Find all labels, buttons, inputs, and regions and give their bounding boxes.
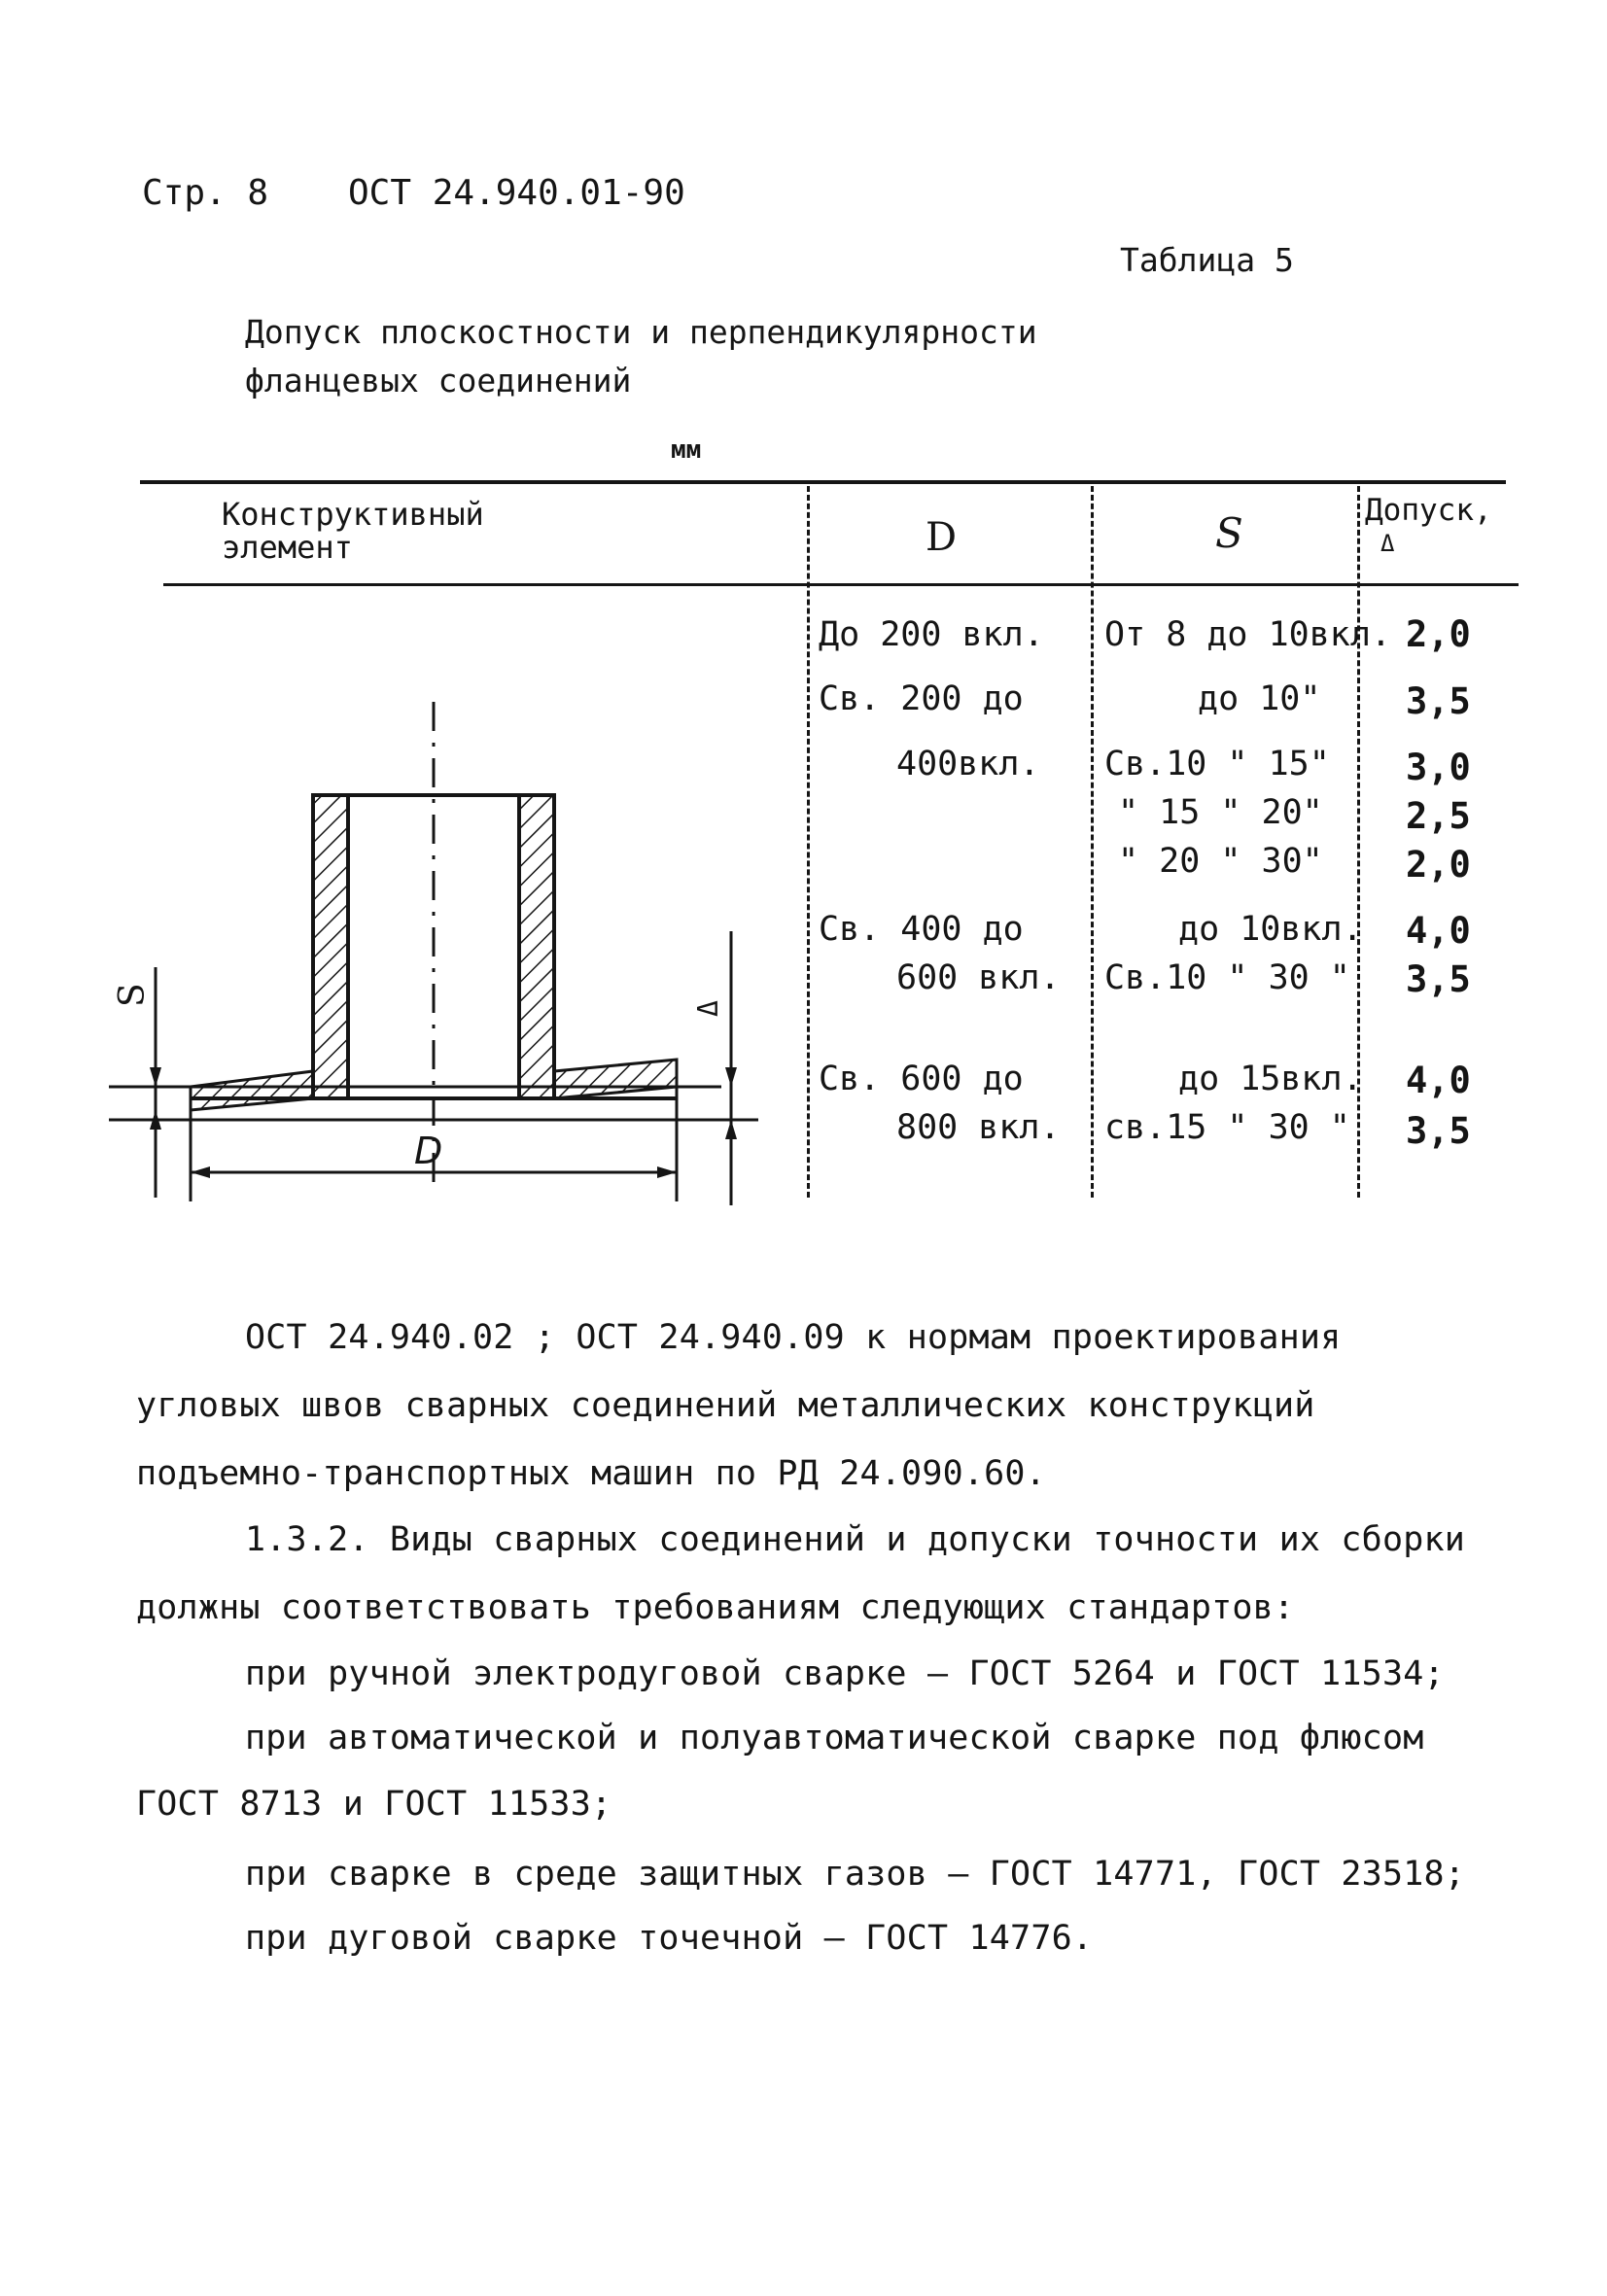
body-line-3: подъемно-транспортных машин по РД 24.090.60. — [136, 1454, 1046, 1493]
unit-label: мм — [671, 435, 702, 465]
table-title-line-1: Допуск плоскостности и перпендикулярности — [245, 313, 1037, 351]
body-line-10: при дуговой сварке точечной – ГОСТ 14776. — [245, 1919, 1094, 1958]
flange-left — [191, 1071, 313, 1110]
row-7-tolerance: 3,5 — [1406, 958, 1471, 1000]
figure-label-delta: Δ — [692, 1000, 724, 1017]
row-8-s: до 15вкл. — [1178, 1060, 1363, 1098]
column-header-s: S — [1215, 509, 1243, 557]
row-1-s: От 8 до 10вкл. — [1104, 615, 1392, 654]
row-8-d: Св. 600 до — [819, 1060, 1024, 1098]
row-8-tolerance: 4,0 — [1406, 1060, 1471, 1101]
body-line-9: при сварке в среде защитных газов – ГОСТ 14771, ГОСТ 23518; — [245, 1855, 1466, 1894]
row-7-s: Св.10 " 30 " — [1104, 958, 1350, 997]
page-number: Стр. 8 — [142, 173, 269, 213]
column-header-element-line-1: Конструктивный — [222, 496, 484, 533]
row-5-s: " 20 " 30" — [1118, 842, 1323, 881]
pipe-wall-left — [313, 795, 348, 1098]
row-7-d: 600 вкл. — [896, 958, 1061, 997]
row-9-tolerance: 3,5 — [1406, 1110, 1471, 1152]
row-3-tolerance: 3,0 — [1406, 747, 1471, 788]
row-1-tolerance: 2,0 — [1406, 613, 1471, 655]
row-2-d: Св. 200 до — [819, 679, 1024, 718]
row-6-d: Св. 400 до — [819, 910, 1024, 949]
flange-right — [554, 1060, 677, 1098]
row-5-tolerance: 2,0 — [1406, 844, 1471, 886]
body-line-6: при ручной электродуговой сварке – ГОСТ 5264 и ГОСТ 11534; — [245, 1654, 1445, 1693]
row-3-s: Св.10 " 15" — [1104, 745, 1330, 783]
row-6-tolerance: 4,0 — [1406, 910, 1471, 952]
pipe-wall-right — [519, 795, 554, 1098]
column-header-tolerance-line-2: Δ — [1380, 530, 1395, 557]
figure-label-d: D — [414, 1130, 443, 1172]
row-4-s: " 15 " 20" — [1118, 793, 1323, 832]
body-line-2: угловых швов сварных соединений металлических конструкций — [136, 1386, 1315, 1425]
row-9-s: св.15 " 30 " — [1104, 1108, 1350, 1147]
body-line-5: должны соответствовать требованиям следующих стандартов: — [136, 1588, 1295, 1627]
row-4-tolerance: 2,5 — [1406, 795, 1471, 837]
body-line-7: при автоматической и полуавтоматической сварке под флюсом — [245, 1719, 1424, 1757]
table-label: Таблица 5 — [1120, 241, 1294, 279]
body-line-1: ОСТ 24.940.02 ; ОСТ 24.940.09 к нормам проектирования — [245, 1318, 1342, 1357]
table-title-line-2: фланцевых соединений — [245, 362, 632, 400]
row-1-d: До 200 вкл. — [819, 615, 1044, 654]
row-9-d: 800 вкл. — [896, 1108, 1061, 1147]
row-6-s: до 10вкл. — [1178, 910, 1363, 949]
body-line-4: 1.3.2. Виды сварных соединений и допуски точности их сборки — [245, 1520, 1466, 1559]
row-3-d: 400вкл. — [896, 745, 1040, 783]
row-2-s: до 10" — [1198, 679, 1321, 718]
figure-label-s: S — [113, 983, 153, 1007]
column-header-element-line-2: элемент — [222, 529, 353, 566]
row-2-tolerance: 3,5 — [1406, 680, 1471, 722]
standard-designation: ОСТ 24.940.01-90 — [348, 173, 685, 213]
column-header-d: D — [926, 515, 958, 560]
column-header-tolerance-line-1: Допуск, — [1365, 493, 1492, 528]
body-line-8: ГОСТ 8713 и ГОСТ 11533; — [136, 1785, 612, 1824]
